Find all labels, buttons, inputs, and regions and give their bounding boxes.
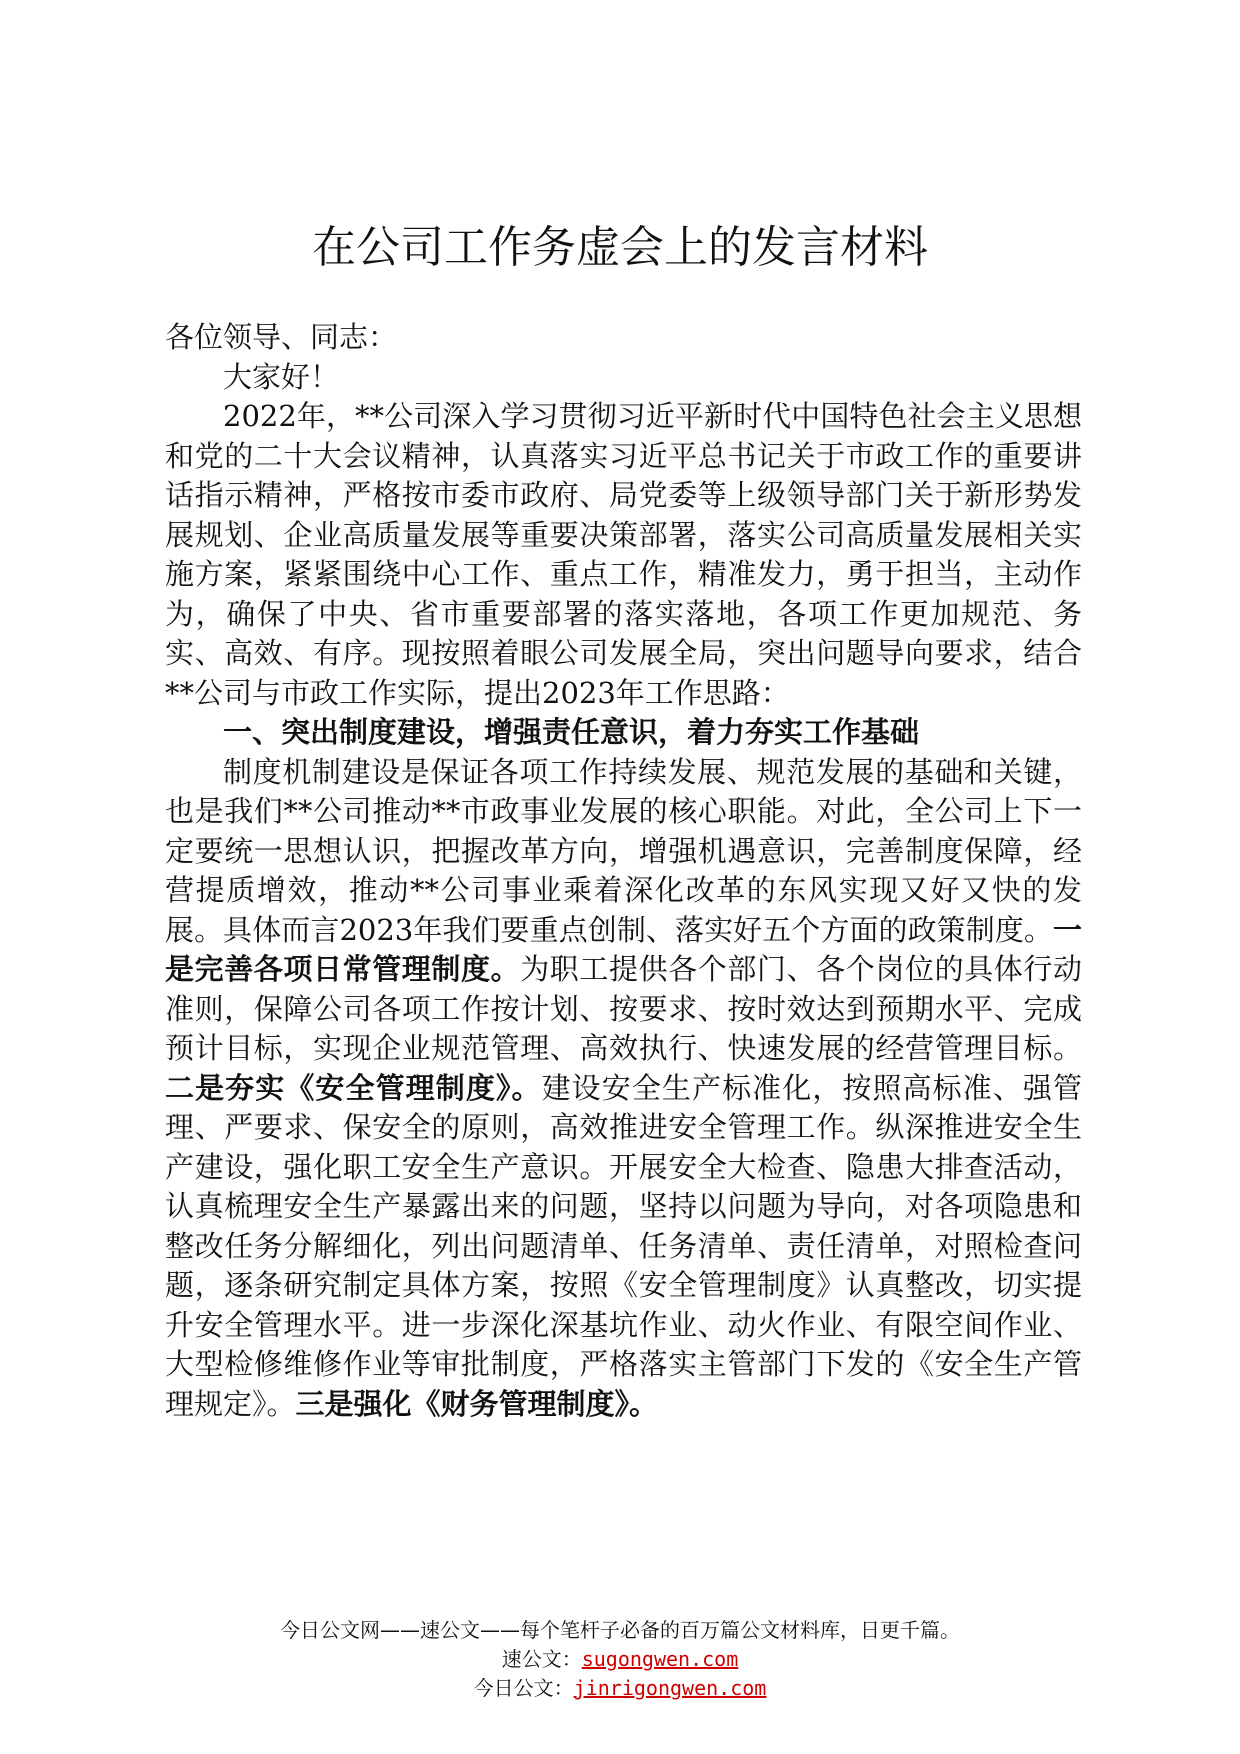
footer-slogan: 今日公文网——速公文——每个笔杆子必备的百万篇公文材料库，日更千篇。 (280, 1618, 960, 1642)
document-title: 在公司工作务虚会上的发言材料 (312, 222, 928, 273)
jinrigongwen-link[interactable]: jinrigongwen.com (573, 1676, 767, 1700)
section-heading-1: 一、突出制度建设，增强责任意识，着力夯实工作基础 (223, 715, 920, 749)
greeting: 大家好！ (223, 359, 340, 394)
point-2-label: 二是夯实《安全管理制度》。 (165, 1070, 542, 1105)
footer-link-2-label: 今日公文： (473, 1676, 574, 1700)
section-1-paragraph (165, 753, 1082, 1425)
point-1-label: 一是完善各项日常管理制度。 (165, 912, 1082, 986)
footer-link-row-1 (0, 1645, 1240, 1674)
sugongwen-link[interactable]: sugongwen.com (581, 1647, 739, 1671)
footer-link-1-label: 速公文： (501, 1647, 582, 1671)
section-1-intro-text: 制度机制建设是保证各项工作持续发展、规范发展的基础和关键，也是我们**公司推动**市政事业发展的核心职能。对此，全公司上下一定要统一思想认识，把握改革方向，增强机遇意识，完善制度保障，经营提质增效，推动**公司事业乘着深化改革的东风实现又好又快的发展。具体而言2023年我们要重点创制、落实好五个方面的政策制度。 (165, 754, 1082, 947)
footer (0, 1616, 1240, 1703)
intro-paragraph: 2022年，**公司深入学习贯彻习近平新时代中国特色社会主义思想和党的二十大会议精神，认真落实习近平总书记关于市政工作的重要讲话指示精神，严格按市委市政府、局党委等上级领导部门关于新形势发展规划、企业高质量发展等重要决策部署，落实公司高质量发展相关实施方案，紧紧围绕中心工作、重点工作，精准发力，勇于担当，主动作为，确保了中央、省市重要部署的落实落地，各项工作更加规范、务实、高效、有序。现按照着眼公司发展全局，突出问题导向要求，结合**公司与市政工作实际，提出2023年工作思路： (165, 399, 1082, 710)
point-3-label: 三是强化《财务管理制度》。 (295, 1386, 659, 1421)
point-2-text: 建设安全生产标准化，按照高标准、强管理、严要求、保安全的原则，高效推进安全管理工作。纵深推进安全生产建设，强化职工安全生产意识。开展安全大检查、隐患大排查活动，认真梳理安全生产暴露出来的问题，坚持以问题为导向，对各项隐患和整改任务分解细化，列出问题清单、任务清单、责任清单，对照检查问题，逐条研究制定具体方案，按照《安全管理制度》认真整改，切实提升安全管理水平。进一步深化深基坑作业、动火作业、有限空间作业、大型检修维修作业等审批制度，严格落实主管部门下发的《安全生产管理规定》。 (165, 1070, 1082, 1421)
document-body (165, 318, 1082, 1424)
point-1-text: 为职工提供各个部门、各个岗位的具体行动准则，保障公司各项工作按计划、按要求、按时效达到预期水平、完成预计目标，实现企业规范管理、高效执行、快速发展的经营管理目标。 (165, 952, 1082, 1065)
footer-link-row-2 (0, 1674, 1240, 1703)
salutation: 各位领导、同志： (165, 320, 398, 354)
